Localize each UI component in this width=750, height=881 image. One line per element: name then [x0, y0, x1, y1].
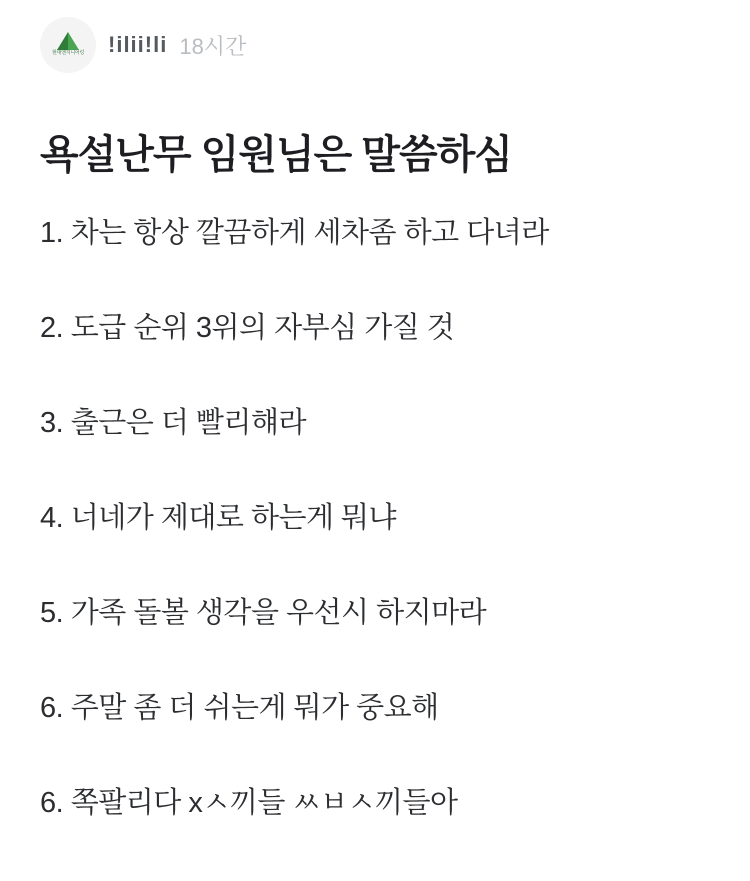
- post-line-3: 3. 출근은 더 빨리햬라: [40, 407, 306, 439]
- username[interactable]: !ilii!li: [108, 32, 168, 57]
- post-line-4: 4. 너네가 제대로 하는게 뭐냐: [40, 502, 397, 534]
- post-line-1: 1. 차는 항상 깔끔하게 세차좀 하고 다녀라: [40, 217, 549, 249]
- avatar-company-label: 현대엔지니어링: [51, 50, 85, 56]
- avatar[interactable]: [40, 17, 96, 73]
- post-title: 욕설난무 임원님은 말씀하심: [40, 133, 512, 177]
- post-timestamp: 18시간: [179, 33, 247, 59]
- post-line-7: 6. 쪽팔리다 xㅅ끼들 ㅆㅂㅅ끼들아: [40, 787, 458, 819]
- post-line-5: 5. 가족 돌볼 생각을 우선시 하지마라: [40, 597, 487, 629]
- post-line-2: 2. 도급 순위 3위의 자부심 가질 것: [40, 312, 455, 344]
- post-line-6: 6. 주말 좀 더 쉬는게 뭐가 중요해: [40, 692, 439, 724]
- header-meta: [108, 30, 246, 61]
- post-header: [40, 17, 710, 73]
- company-logo-triangle-icon: [57, 32, 79, 51]
- post-body: [40, 217, 710, 819]
